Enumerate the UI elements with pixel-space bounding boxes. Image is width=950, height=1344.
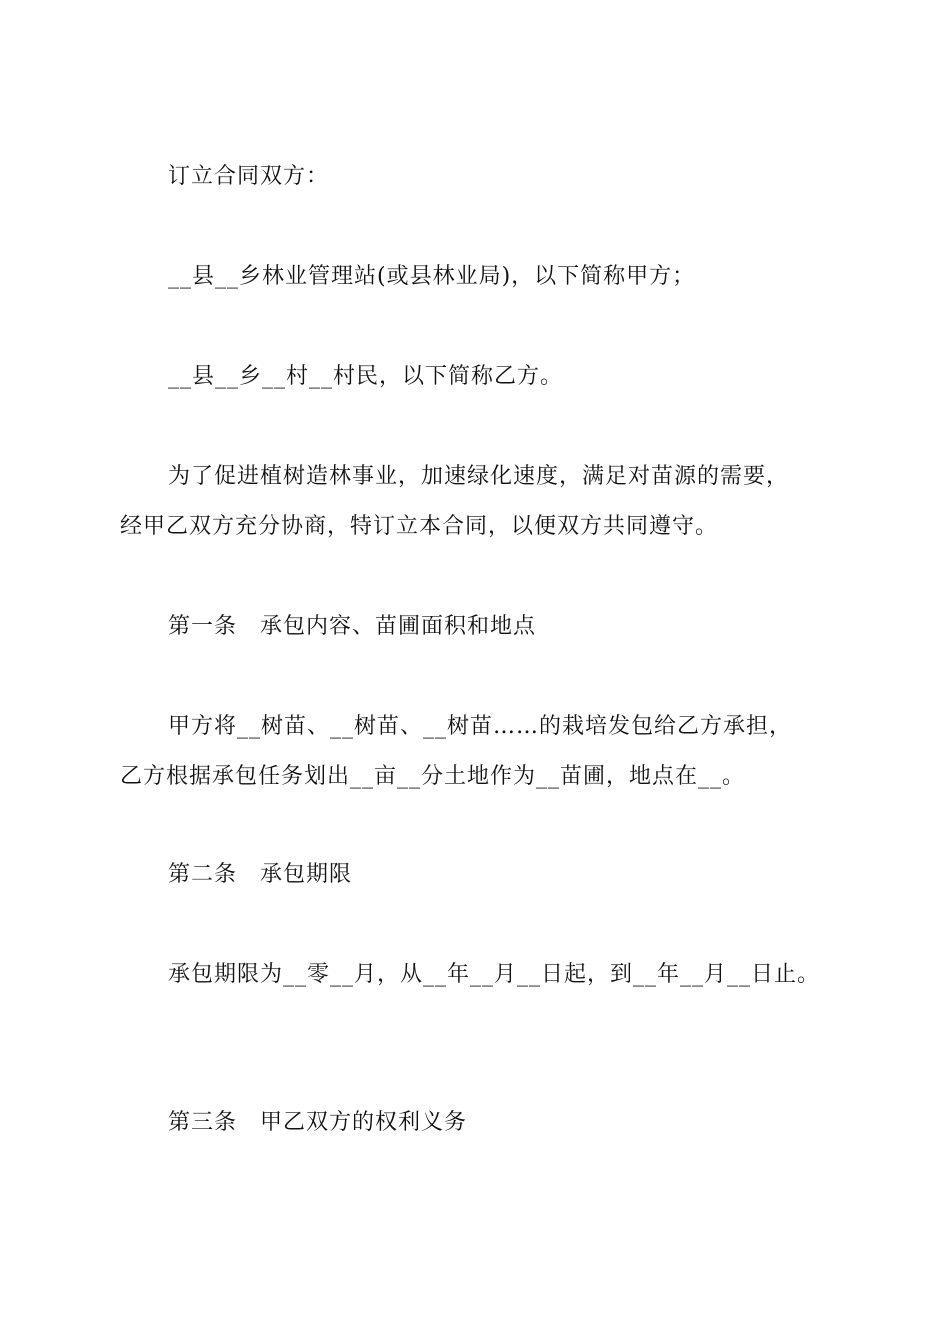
article-1-line-1: 甲方将__树苗、__树苗、__树苗……的栽培发包给乙方承担， <box>168 714 793 739</box>
party-b-line: __县__乡__村__村民，以下简称乙方。 <box>168 364 564 389</box>
article-2-heading: 第二条 承包期限 <box>168 862 353 887</box>
article-2-line-1: 承包期限为__零__月，从__年__月__日起，到__年__月__日止。 <box>168 962 821 987</box>
party-a-line: __县__乡林业管理站(或县林业局)，以下简称甲方； <box>168 264 696 289</box>
article-1-heading: 第一条 承包内容、苗圃面积和地点 <box>168 614 537 639</box>
preamble-line-1: 为了促进植树造林事业，加速绿化速度，满足对苗源的需要， <box>168 464 790 489</box>
parties-heading: 订立合同双方： <box>168 164 330 189</box>
article-1-line-2: 乙方根据承包任务划出__亩__分土地作为__苗圃，地点在__。 <box>120 764 746 789</box>
preamble-line-2: 经甲乙双方充分协商，特订立本合同，以便双方共同遵守。 <box>120 514 719 539</box>
article-3-heading: 第三条 甲乙双方的权利义务 <box>168 1110 468 1135</box>
